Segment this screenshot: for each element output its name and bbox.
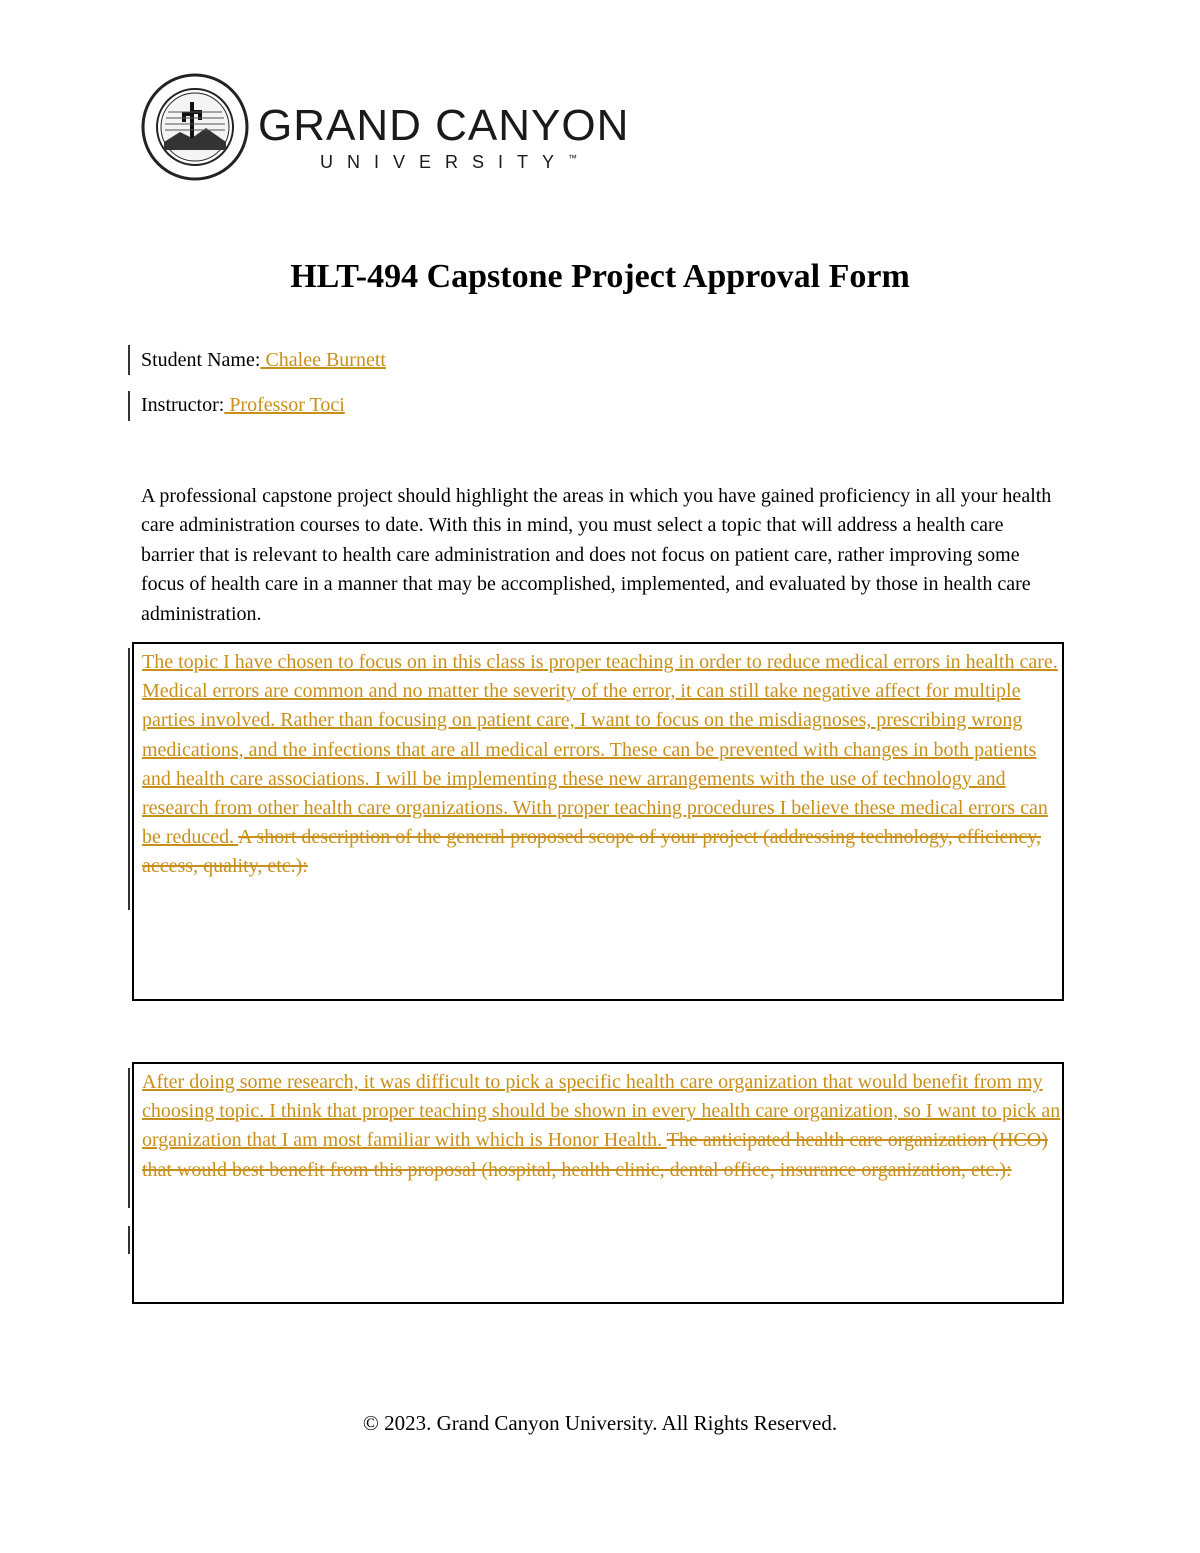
- student-name-field[interactable]: [141, 349, 386, 372]
- project-scope-box[interactable]: [132, 642, 1064, 1001]
- project-scope-text[interactable]: [142, 648, 1062, 882]
- instructor-label: Instructor:: [141, 394, 225, 416]
- deleted-text: The anticipated health care organization (HCO) that would best benefit from this proposal (hospital, health clinic, dental office, insurance organization, etc.):: [142, 1129, 1048, 1181]
- university-seal-icon: [140, 72, 250, 182]
- change-bar: [128, 391, 130, 421]
- form-title: HLT-494 Capstone Project Approval Form: [290, 258, 910, 295]
- wordmark-line1: GRAND CANYON: [258, 101, 630, 150]
- inserted-text: The topic I have chosen to focus on in this class is proper teaching in order to reduce medical errors in health care. Medical errors are common and no matter the severity of the error, it can still take negative affect for multiple parties involved. Rather than focusing on patient care, I want to focus on the misdiagnoses, prescribing wrong medications, and the infections that are all medical errors. These can be prevented with changes in both patients and health care associations. I will be implementing these new arrangements with the use of technology and research from other health care organizations. With proper teaching procedures I believe these medical errors can be reduced.: [142, 651, 1058, 849]
- student-name-label: Student Name:: [141, 349, 261, 371]
- instructor-field[interactable]: [141, 394, 345, 417]
- organization-box[interactable]: [132, 1062, 1064, 1304]
- change-bar: [128, 1068, 130, 1208]
- wordmark-line2: UNIVERSITY: [320, 152, 569, 172]
- student-name-value[interactable]: Chalee Burnett: [260, 349, 386, 371]
- change-bar: [128, 1226, 130, 1254]
- change-bar: [128, 648, 130, 910]
- inserted-text: After doing some research, it was difficult to pick a specific health care organization that would benefit from my choosing topic. I think that proper teaching should be shown in every health care organization, so I want to pick an organization that I am most familiar with which is Honor Health.: [142, 1071, 1061, 1152]
- wordmark: [258, 101, 630, 173]
- deleted-text: A short description of the general proposed scope of your project (addressing technology, efficiency, access, quality, etc.):: [142, 826, 1041, 878]
- instructor-value[interactable]: Professor Toci: [224, 394, 345, 416]
- copyright-footer: © 2023. Grand Canyon University. All Rights Reserved.: [362, 1411, 838, 1435]
- intro-paragraph: A professional capstone project should highlight the areas in which you have gained proficiency in all your health care administration courses to date. With this in mind, you must select a topic that will address a health care barrier that is relevant to health care administration and does not focus on patient care, rather improving some focus of health care in a manner that may be accomplished, implemented, and evaluated by those in health care administration.: [141, 485, 1052, 625]
- organization-text[interactable]: [142, 1068, 1062, 1185]
- trademark-symbol: ™: [568, 153, 578, 163]
- change-bar: [128, 345, 130, 375]
- gcu-logo: [140, 72, 640, 182]
